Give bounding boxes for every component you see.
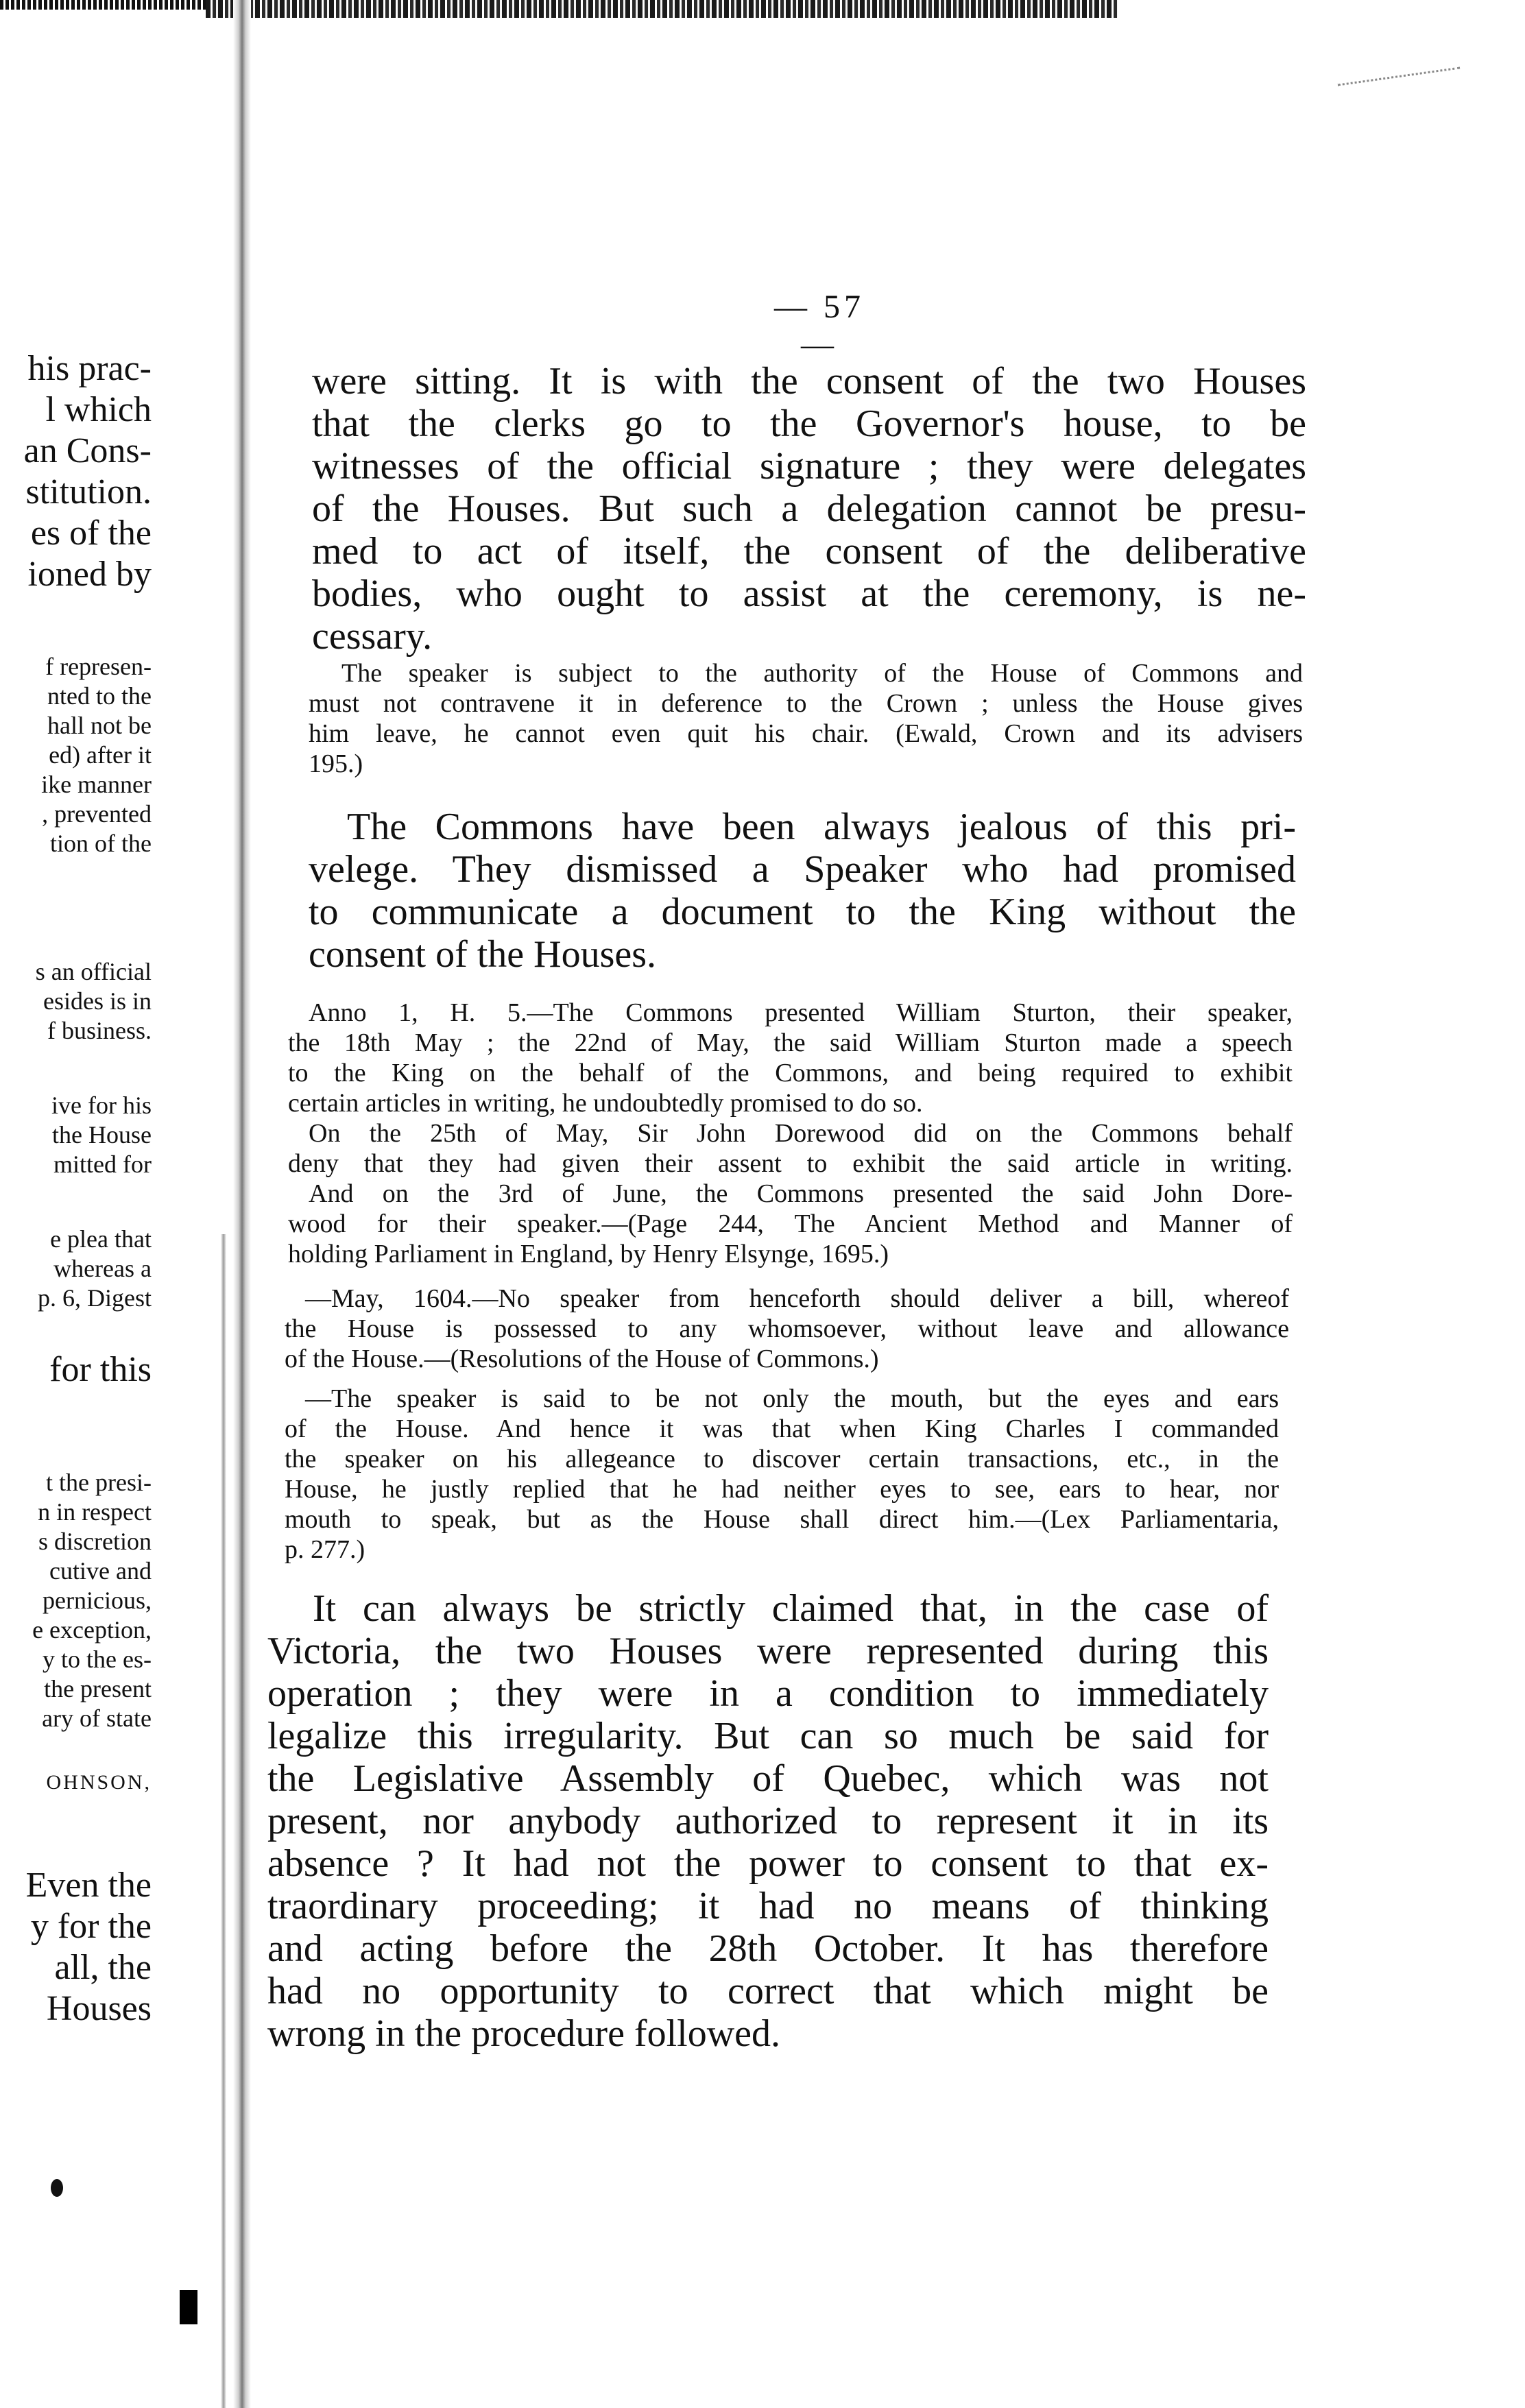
- left-note-line: e exception,: [32, 1616, 152, 1644]
- text-line: had no opportunity to correct that which might be: [267, 1970, 1269, 2012]
- text-line: that the clerks go to the Governor's house, to be: [312, 402, 1306, 445]
- note-line: the speaker on his allegeance to discover certain transactions, etc., in the: [285, 1445, 1279, 1473]
- note-line: certain articles in writing, he undoubtedly promised to do so.: [288, 1089, 923, 1118]
- text-line: were sitting. It is with the consent of the two Houses: [312, 360, 1306, 402]
- left-line: l which: [45, 390, 152, 429]
- note-line: the House is possessed to any whomsoever, without leave and allowance: [285, 1314, 1289, 1343]
- left-note-line: whereas a: [53, 1255, 152, 1282]
- left-note-line: f represen-: [45, 653, 152, 680]
- note-line: On the 25th of May, Sir John Dorewood did on the Commons behalf: [309, 1119, 1293, 1148]
- book-gutter: [233, 0, 251, 2408]
- note-line: p. 277.): [285, 1535, 365, 1564]
- text-line: operation ; they were in a condition to immediately: [267, 1672, 1269, 1715]
- note-line: of the House.—(Resolutions of the House of Commons.): [285, 1345, 879, 1373]
- note-line: Anno 1, H. 5.—The Commons presented William Sturton, their speaker,: [309, 998, 1293, 1027]
- note-line: of the House. And hence it was that when King Charles I commanded: [285, 1414, 1279, 1443]
- left-note-line: nted to the: [47, 682, 152, 710]
- left-note-line: the House: [52, 1121, 152, 1148]
- scan-edge-top: [206, 0, 1118, 18]
- left-note-line: y to the es-: [43, 1646, 152, 1673]
- left-line: Even the: [25, 1866, 152, 1905]
- note-line: him leave, he cannot even quit his chair. (Ewald, Crown and its advisers: [309, 719, 1303, 748]
- left-line: y for the: [30, 1907, 152, 1946]
- scan-edge-left: [0, 0, 206, 10]
- left-line: all, the: [54, 1948, 152, 1987]
- scan-dotted-edge: [1338, 67, 1461, 86]
- left-note-line: s discretion: [38, 1528, 152, 1555]
- text-line: traordinary proceeding; it had no means of thinking: [267, 1885, 1269, 1927]
- footnote-2: [288, 998, 1293, 1269]
- text-line: Victoria, the two Houses were represented during this: [267, 1630, 1269, 1672]
- left-line: Houses: [46, 1989, 152, 2028]
- text-line: cessary.: [312, 615, 433, 658]
- page-number: — 57 —: [774, 289, 865, 363]
- footnote-3: [285, 1284, 1289, 1374]
- left-note-line: p. 6, Digest: [38, 1284, 152, 1312]
- text-line: and acting before the 28th October. It has therefore: [267, 1927, 1269, 1970]
- text-line: absence ? It had not the power to consent to that ex-: [267, 1842, 1269, 1885]
- text-line: med to act of itself, the consent of the deliberative: [312, 530, 1306, 573]
- left-note-line: ive for his: [51, 1092, 152, 1119]
- left-note-line: , prevented: [42, 800, 152, 828]
- text-line: witnesses of the official signature ; they were delegates: [312, 445, 1306, 487]
- left-line: ioned by: [27, 555, 152, 594]
- text-line: The Commons have been always jealous of this pri-: [347, 806, 1296, 848]
- left-note-line: esides is in: [43, 987, 152, 1015]
- left-line: for this: [49, 1350, 152, 1389]
- left-note-line: n in respect: [38, 1498, 152, 1526]
- text-line: of the Houses. But such a delegation cannot be presu-: [312, 487, 1306, 530]
- left-signature: OHNSON,: [46, 1771, 152, 1794]
- text-line: It can always be strictly claimed that, in the case of: [313, 1587, 1269, 1630]
- text-line: legalize this irregularity. But can so much be said for: [267, 1715, 1269, 1757]
- left-note-line: pernicious,: [43, 1587, 152, 1614]
- scan-speck: [51, 2179, 63, 2197]
- text-line: to communicate a document to the King without the: [309, 891, 1296, 933]
- text-line: present, nor anybody authorized to represent it in its: [267, 1800, 1269, 1842]
- note-line: House, he justly replied that he had neither eyes to see, ears to hear, nor: [285, 1475, 1279, 1504]
- note-line: holding Parliament in England, by Henry Elsynge, 1695.): [288, 1240, 889, 1268]
- left-page-fragment: [0, 329, 154, 2084]
- text-line: the Legislative Assembly of Quebec, which was not: [267, 1757, 1269, 1800]
- left-line: an Cons-: [23, 431, 152, 470]
- note-line: must not contravene it in deference to the Crown ; unless the House gives: [309, 689, 1303, 718]
- left-note-line: f business.: [47, 1017, 152, 1044]
- paragraph-2: [309, 806, 1296, 976]
- left-line: his prac-: [27, 349, 152, 388]
- footnote-1: [309, 658, 1303, 779]
- left-note-line: ed) after it: [49, 741, 152, 769]
- book-gutter-shadow: [221, 1234, 226, 2408]
- left-note-line: e plea that: [50, 1225, 152, 1253]
- left-note-line: ike manner: [41, 771, 152, 798]
- left-line: stitution.: [25, 472, 152, 511]
- note-line: wood for their speaker.—(Page 244, The Ancient Method and Manner of: [288, 1209, 1293, 1238]
- text-line: wrong in the procedure followed.: [267, 2012, 780, 2055]
- left-line: es of the: [30, 514, 152, 553]
- left-note-line: mitted for: [53, 1151, 152, 1178]
- note-line: —May, 1604.—No speaker from henceforth should deliver a bill, whereof: [305, 1284, 1289, 1313]
- paragraph-1: [312, 360, 1306, 658]
- note-line: the 18th May ; the 22nd of May, the said William Sturton made a speech: [288, 1028, 1293, 1057]
- note-line: The speaker is subject to the authority of the House of Commons and: [341, 659, 1303, 688]
- left-note-line: s an official: [35, 958, 152, 985]
- note-line: —The speaker is said to be not only the mouth, but the eyes and ears: [305, 1384, 1279, 1413]
- note-line: And on the 3rd of June, the Commons presented the said John Dore-: [309, 1179, 1293, 1208]
- note-line: to the King on the behalf of the Commons, and being required to exhibit: [288, 1059, 1293, 1087]
- footnote-4: [285, 1384, 1279, 1565]
- paragraph-3: [267, 1587, 1269, 2055]
- text-line: bodies, who ought to assist at the ceremony, is ne-: [312, 573, 1306, 615]
- left-note-line: ary of state: [42, 1705, 152, 1732]
- left-note-line: cutive and: [49, 1557, 152, 1585]
- scan-corner-mark: [180, 2290, 197, 2324]
- left-note-line: tion of the: [50, 830, 152, 857]
- left-note-line: the present: [44, 1675, 152, 1702]
- note-line: deny that they had given their assent to exhibit the said article in writing.: [288, 1149, 1293, 1178]
- text-line: consent of the Houses.: [309, 933, 657, 976]
- note-line: 195.): [309, 749, 363, 778]
- left-note-line: t the presi-: [46, 1469, 152, 1496]
- text-line: velege. They dismissed a Speaker who had promised: [309, 848, 1296, 891]
- left-note-line: hall not be: [47, 712, 152, 739]
- note-line: mouth to speak, but as the House shall direct him.—(Lex Parliamentaria,: [285, 1505, 1279, 1534]
